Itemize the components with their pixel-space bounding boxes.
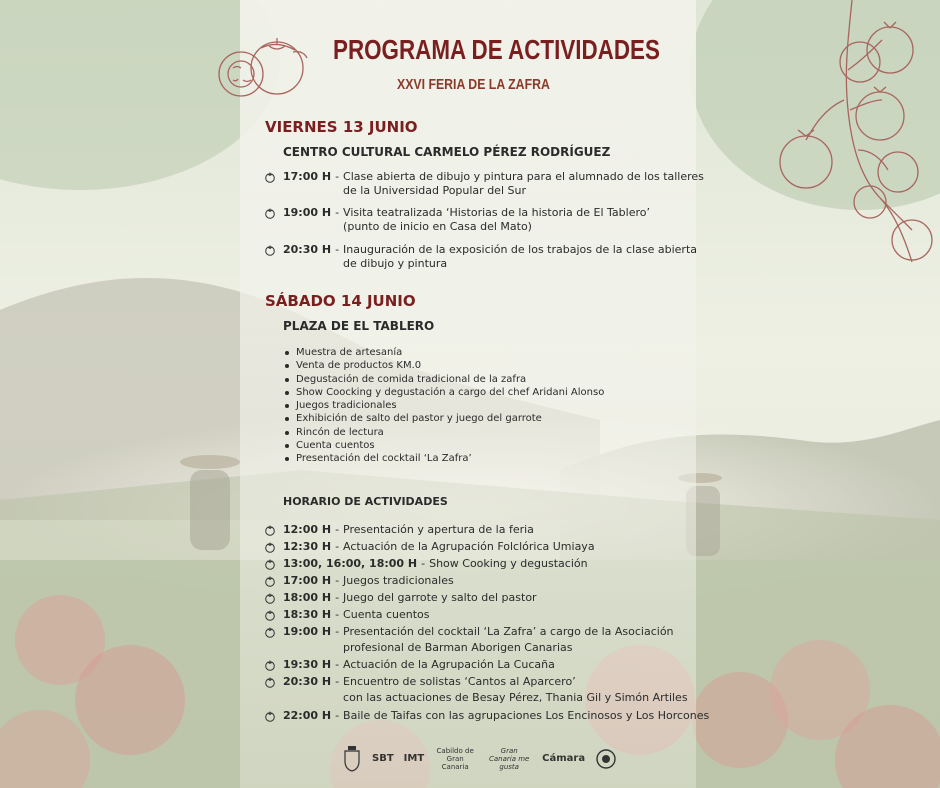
day-heading-saturday: SÁBADO 14 JUNIO: [265, 292, 416, 310]
page-title: PROGRAMA DE ACTIVIDADES: [333, 34, 660, 65]
tomato-vine-icon: [752, 0, 940, 280]
tomato-icon: [264, 171, 276, 183]
schedule-time: 12:30 H: [283, 540, 332, 553]
event-time: 17:00 H: [283, 170, 332, 183]
activity-list: [284, 346, 604, 466]
schedule-item: [264, 708, 709, 724]
page-subtitle: XXVI FERIA DE LA ZAFRA: [397, 76, 550, 93]
schedule-heading: HORARIO DE ACTIVIDADES: [283, 495, 448, 508]
schedule-time: 13:00, 16:00, 18:00 H: [283, 557, 418, 570]
schedule-separator: -: [421, 557, 426, 570]
coat-of-arms-icon: [342, 745, 362, 773]
schedule-description: Baile de Taifas con las agrupaciones Los Encinosos y Los Horcones: [343, 709, 710, 722]
schedule-item: [264, 590, 537, 606]
schedule-time: 22:00 H: [283, 709, 332, 722]
venue-friday: CENTRO CULTURAL CARMELO PÉREZ RODRÍGUEZ: [283, 145, 611, 159]
schedule-time: 12:00 H: [283, 523, 332, 536]
event-description-line2: de la Universidad Popular del Sur: [343, 184, 526, 197]
event-item: [264, 206, 650, 234]
event-separator: -: [335, 243, 340, 256]
tomato-icon: [264, 592, 276, 604]
tomato-icon: [264, 575, 276, 587]
list-item: Muestra de artesanía: [284, 346, 604, 359]
venue-saturday: PLAZA DE EL TABLERO: [283, 319, 435, 333]
list-item: Degustación de comida tradicional de la zafra: [284, 373, 604, 386]
schedule-time: 20:30 H: [283, 675, 332, 688]
event-time: 20:30 H: [283, 243, 332, 256]
schedule-description: Presentación y apertura de la feria: [343, 523, 534, 536]
list-item: Cuenta cuentos: [284, 439, 604, 452]
schedule-separator: -: [335, 591, 340, 604]
event-separator: -: [335, 170, 340, 183]
schedule-item: [264, 522, 534, 538]
schedule-time: 18:30 H: [283, 608, 332, 621]
tomato-icon: [264, 710, 276, 722]
schedule-description: Cuenta cuentos: [343, 608, 430, 621]
tomato-sketch-icon: [213, 34, 317, 104]
schedule-item: [264, 539, 595, 555]
tomato-icon: [264, 626, 276, 638]
list-item: Exhibición de salto del pastor y juego del garrote: [284, 412, 604, 425]
schedule-description: Actuación de la Agrupación Folclórica Umiaya: [343, 540, 595, 553]
schedule-description: Show Cooking y degustación: [429, 557, 588, 570]
schedule-separator: -: [335, 540, 340, 553]
tomato-icon: [264, 558, 276, 570]
event-description: Clase abierta de dibujo y pintura para el alumnado de los talleres: [343, 170, 704, 183]
logo-sbt: SBT: [372, 753, 394, 764]
tomato-icon: [264, 207, 276, 219]
schedule-time: 17:00 H: [283, 574, 332, 587]
list-item: Venta de productos KM.0: [284, 359, 604, 372]
event-description: Visita teatralizada ‘Historias de la historia de El Tablero’: [343, 206, 650, 219]
schedule-separator: -: [335, 608, 340, 621]
schedule-item: [264, 624, 674, 656]
schedule-time: 19:00 H: [283, 625, 332, 638]
tomato-icon: [264, 659, 276, 671]
tomato-icon: [264, 244, 276, 256]
schedule-item: [264, 674, 688, 706]
schedule-description: Juego del garrote y salto del pastor: [343, 591, 537, 604]
schedule-separator: -: [335, 675, 340, 688]
event-time: 19:00 H: [283, 206, 332, 219]
logo-camara: Cámara: [542, 753, 586, 764]
logo-imt: IMT: [403, 753, 425, 764]
schedule-description: Actuación de la Agrupación La Cucaña: [343, 658, 555, 671]
list-item: Juegos tradicionales: [284, 399, 604, 412]
tomato-icon: [264, 524, 276, 536]
logo-cabildo: Cabildo de Gran Canaria: [436, 747, 474, 771]
schedule-separator: -: [335, 709, 340, 722]
schedule-separator: -: [335, 658, 340, 671]
event-separator: -: [335, 206, 340, 219]
list-item: Presentación del cocktail ‘La Zafra’: [284, 452, 604, 465]
schedule-description: Juegos tradicionales: [343, 574, 454, 587]
schedule-item: [264, 657, 555, 673]
schedule-description: Encuentro de solistas ‘Cantos al Aparcero’: [343, 675, 576, 688]
schedule-separator: -: [335, 523, 340, 536]
event-description: Inauguración de la exposición de los trabajos de la clase abierta: [343, 243, 697, 256]
event-description-line2: de dibujo y pintura: [343, 257, 448, 270]
tomato-icon: [264, 609, 276, 621]
logo-gran-canaria: Gran Canaria me gusta: [488, 747, 530, 771]
schedule-item: [264, 607, 430, 623]
tomato-icon: [264, 676, 276, 688]
sponsor-logos: [342, 744, 617, 774]
event-item: [264, 243, 697, 271]
schedule-description: Presentación del cocktail ‘La Zafra’ a cargo de la Asociación: [343, 625, 674, 638]
schedule-item: [264, 573, 454, 589]
schedule-separator: -: [335, 625, 340, 638]
schedule-separator: -: [335, 574, 340, 587]
list-item: Rincón de lectura: [284, 426, 604, 439]
schedule-item: [264, 556, 588, 572]
seal-icon: [595, 748, 617, 770]
schedule-time: 19:30 H: [283, 658, 332, 671]
tomato-icon: [264, 541, 276, 553]
list-item: Show Coocking y degustación a cargo del chef Aridani Alonso: [284, 386, 604, 399]
event-description-line2: (punto de inicio en Casa del Mato): [343, 220, 532, 233]
schedule-description-line2: profesional de Barman Aborigen Canarias: [343, 641, 573, 654]
day-heading-friday: VIERNES 13 JUNIO: [265, 118, 418, 136]
schedule-description-line2: con las actuaciones de Besay Pérez, Thania Gil y Simón Artiles: [343, 691, 688, 704]
event-item: [264, 170, 704, 198]
schedule-time: 18:00 H: [283, 591, 332, 604]
